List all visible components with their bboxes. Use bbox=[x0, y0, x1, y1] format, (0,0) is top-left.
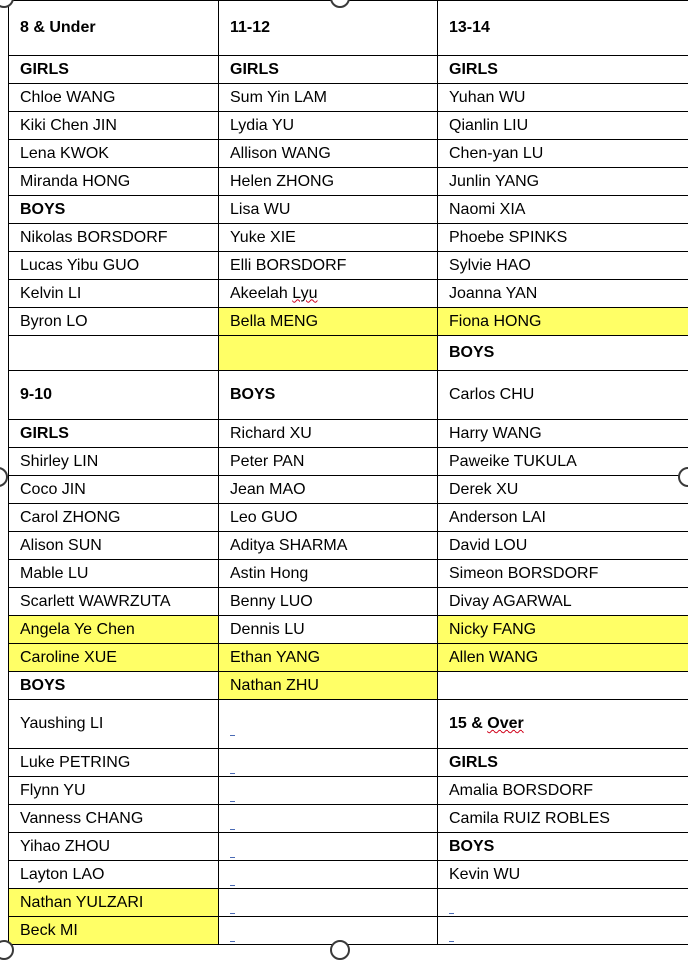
table-row bbox=[9, 371, 688, 420]
swimmer-name[interactable]: Angela Ye Chen bbox=[9, 616, 219, 644]
swimmer-name[interactable]: Camila RUIZ ROBLES bbox=[438, 805, 688, 833]
table-row bbox=[9, 168, 688, 196]
swimmer-name[interactable]: Lucas Yibu GUO bbox=[9, 252, 219, 280]
swimmer-name[interactable]: Chloe WANG bbox=[9, 84, 219, 112]
swimmer-name[interactable]: Chen-yan LU bbox=[438, 140, 688, 168]
paragraph-mark bbox=[230, 800, 235, 802]
swimmer-name[interactable]: Carol ZHONG bbox=[9, 504, 219, 532]
table-row bbox=[9, 140, 688, 168]
swimmer-name[interactable]: Junlin YANG bbox=[438, 168, 688, 196]
table-row bbox=[9, 336, 688, 371]
swimmer-name[interactable]: Phoebe SPINKS bbox=[438, 224, 688, 252]
empty-cell[interactable] bbox=[438, 672, 688, 700]
paragraph-mark bbox=[230, 856, 235, 858]
paragraph-mark bbox=[230, 940, 235, 942]
swimmer-name[interactable]: Derek XU bbox=[438, 476, 688, 504]
swimmer-name[interactable]: Vanness CHANG bbox=[9, 805, 219, 833]
swimmer-name[interactable]: Jean MAO bbox=[219, 476, 438, 504]
table-row bbox=[9, 616, 688, 644]
empty-cell[interactable] bbox=[9, 336, 219, 371]
swimmer-name[interactable]: Lisa WU bbox=[219, 196, 438, 224]
table-row bbox=[9, 308, 688, 336]
table-row bbox=[9, 749, 688, 777]
table-row bbox=[9, 560, 688, 588]
swimmer-name[interactable]: Caroline XUE bbox=[9, 644, 219, 672]
table-row bbox=[9, 777, 688, 805]
swimmer-name[interactable]: Yihao ZHOU bbox=[9, 833, 219, 861]
swimmer-name[interactable]: David LOU bbox=[438, 532, 688, 560]
swimmer-name[interactable]: Sylvie HAO bbox=[438, 252, 688, 280]
roster-table[interactable] bbox=[8, 0, 688, 945]
swimmer-name[interactable]: Shirley LIN bbox=[9, 448, 219, 476]
swimmer-name[interactable]: Joanna YAN bbox=[438, 280, 688, 308]
paragraph-mark bbox=[230, 734, 235, 736]
swimmer-name[interactable]: Naomi XIA bbox=[438, 196, 688, 224]
empty-cell-marker[interactable] bbox=[219, 917, 438, 945]
swimmer-name[interactable]: Yaushing LI bbox=[9, 700, 219, 749]
swimmer-name[interactable]: Miranda HONG bbox=[9, 168, 219, 196]
swimmer-name[interactable]: Nicky FANG bbox=[438, 616, 688, 644]
table-row bbox=[9, 700, 688, 749]
table-row bbox=[9, 448, 688, 476]
age-group-heading[interactable]: 11-12 bbox=[219, 1, 438, 56]
swimmer-name[interactable]: Leo GUO bbox=[219, 504, 438, 532]
swimmer-name[interactable]: Sum Yin LAM bbox=[219, 84, 438, 112]
table-resize-handle-bottom-left[interactable] bbox=[0, 940, 14, 960]
spelling-flag: Over bbox=[487, 715, 523, 732]
swimmer-name[interactable]: Astin Hong bbox=[219, 560, 438, 588]
table-row bbox=[9, 112, 688, 140]
swimmer-name[interactable]: Kelvin LI bbox=[9, 280, 219, 308]
table-row bbox=[9, 672, 688, 700]
table-row bbox=[9, 504, 688, 532]
swimmer-name[interactable]: Simeon BORSDORF bbox=[438, 560, 688, 588]
swimmer-name[interactable]: Alison SUN bbox=[9, 532, 219, 560]
swimmer-name[interactable]: Scarlett WAWRZUTA bbox=[9, 588, 219, 616]
empty-cell-marker[interactable] bbox=[219, 833, 438, 861]
empty-cell-marker[interactable] bbox=[219, 777, 438, 805]
table-row bbox=[9, 889, 688, 917]
age-group-heading[interactable]: 13-14 bbox=[438, 1, 688, 56]
gender-subheading[interactable]: GIRLS bbox=[438, 749, 688, 777]
swimmer-name[interactable]: Elli BORSDORF bbox=[219, 252, 438, 280]
swimmer-name[interactable]: Allison WANG bbox=[219, 140, 438, 168]
gender-subheading[interactable]: BOYS bbox=[9, 196, 219, 224]
swimmer-name[interactable]: Benny LUO bbox=[219, 588, 438, 616]
swimmer-name[interactable]: Layton LAO bbox=[9, 861, 219, 889]
empty-cell-marker[interactable] bbox=[219, 805, 438, 833]
empty-cell-marker[interactable] bbox=[438, 889, 688, 917]
table-resize-handle-bottom-middle[interactable] bbox=[330, 940, 350, 960]
swimmer-name[interactable]: Nikolas BORSDORF bbox=[9, 224, 219, 252]
swimmer-name[interactable]: Coco JIN bbox=[9, 476, 219, 504]
table-row bbox=[9, 280, 688, 308]
swimmer-name[interactable]: Fiona HONG bbox=[438, 308, 688, 336]
table-row bbox=[9, 224, 688, 252]
table-row bbox=[9, 532, 688, 560]
paragraph-mark bbox=[230, 828, 235, 830]
table-row bbox=[9, 833, 688, 861]
gender-subheading[interactable]: BOYS bbox=[219, 371, 438, 420]
paragraph-mark bbox=[449, 940, 454, 942]
table-row bbox=[9, 84, 688, 112]
table-row bbox=[9, 56, 688, 84]
table-row bbox=[9, 196, 688, 224]
table-row bbox=[9, 805, 688, 833]
table-row bbox=[9, 644, 688, 672]
swimmer-name[interactable]: Flynn YU bbox=[9, 777, 219, 805]
table-row bbox=[9, 1, 688, 56]
swimmer-name[interactable]: Lydia YU bbox=[219, 112, 438, 140]
swimmer-name[interactable]: Peter PAN bbox=[219, 448, 438, 476]
gender-subheading[interactable]: BOYS bbox=[438, 833, 688, 861]
swimmer-name[interactable]: Nathan YULZARI bbox=[9, 889, 219, 917]
age-group-heading[interactable]: 15 & Over bbox=[438, 700, 688, 749]
table-row bbox=[9, 861, 688, 889]
swimmer-name[interactable]: Qianlin LIU bbox=[438, 112, 688, 140]
swimmer-name[interactable]: Harry WANG bbox=[438, 420, 688, 448]
swimmer-name[interactable]: Aditya SHARMA bbox=[219, 532, 438, 560]
empty-cell-marker[interactable] bbox=[219, 700, 438, 749]
table-row bbox=[9, 476, 688, 504]
empty-cell-marker[interactable] bbox=[219, 889, 438, 917]
gender-subheading[interactable]: GIRLS bbox=[9, 420, 219, 448]
gender-subheading[interactable]: GIRLS bbox=[438, 56, 688, 84]
gender-subheading[interactable]: GIRLS bbox=[219, 56, 438, 84]
swimmer-name[interactable]: Dennis LU bbox=[219, 616, 438, 644]
document-page bbox=[8, 0, 688, 954]
swimmer-name[interactable]: Amalia BORSDORF bbox=[438, 777, 688, 805]
table-row bbox=[9, 420, 688, 448]
paragraph-mark bbox=[230, 884, 235, 886]
swimmer-name[interactable]: Carlos CHU bbox=[438, 371, 688, 420]
swimmer-name[interactable]: Luke PETRING bbox=[9, 749, 219, 777]
swimmer-name[interactable]: Kiki Chen JIN bbox=[9, 112, 219, 140]
gender-subheading[interactable]: BOYS bbox=[9, 672, 219, 700]
swimmer-name[interactable]: Paweike TUKULA bbox=[438, 448, 688, 476]
gender-subheading[interactable]: BOYS bbox=[438, 336, 688, 371]
age-group-heading[interactable]: 9-10 bbox=[9, 371, 219, 420]
swimmer-name[interactable]: Nathan ZHU bbox=[219, 672, 438, 700]
table-resize-handle-middle-left[interactable] bbox=[0, 467, 8, 487]
empty-cell-marker[interactable] bbox=[219, 861, 438, 889]
swimmer-name[interactable]: Anderson LAI bbox=[438, 504, 688, 532]
swimmer-name[interactable]: Bella MENG bbox=[219, 308, 438, 336]
table-row bbox=[9, 252, 688, 280]
swimmer-name[interactable]: Allen WANG bbox=[438, 644, 688, 672]
paragraph-mark bbox=[449, 912, 454, 914]
empty-cell-marker[interactable] bbox=[438, 917, 688, 945]
swimmer-name[interactable]: Akeelah Lyu bbox=[219, 280, 438, 308]
swimmer-name[interactable]: Divay AGARWAL bbox=[438, 588, 688, 616]
empty-cell[interactable] bbox=[219, 336, 438, 371]
spelling-flag: Lyu bbox=[292, 285, 317, 302]
swimmer-name[interactable]: Yuke XIE bbox=[219, 224, 438, 252]
empty-cell-marker[interactable] bbox=[219, 749, 438, 777]
swimmer-name[interactable]: Beck MI bbox=[9, 917, 219, 945]
table-row bbox=[9, 588, 688, 616]
table-row bbox=[9, 917, 688, 945]
swimmer-name[interactable]: Yuhan WU bbox=[438, 84, 688, 112]
swimmer-name[interactable]: Mable LU bbox=[9, 560, 219, 588]
gender-subheading[interactable]: GIRLS bbox=[9, 56, 219, 84]
swimmer-name[interactable]: Kevin WU bbox=[438, 861, 688, 889]
swimmer-name[interactable]: Ethan YANG bbox=[219, 644, 438, 672]
swimmer-name[interactable]: Richard XU bbox=[219, 420, 438, 448]
swimmer-name[interactable]: Helen ZHONG bbox=[219, 168, 438, 196]
swimmer-name[interactable]: Byron LO bbox=[9, 308, 219, 336]
paragraph-mark bbox=[230, 772, 235, 774]
paragraph-mark bbox=[230, 912, 235, 914]
age-group-heading[interactable]: 8 & Under bbox=[9, 1, 219, 56]
swimmer-name[interactable]: Lena KWOK bbox=[9, 140, 219, 168]
